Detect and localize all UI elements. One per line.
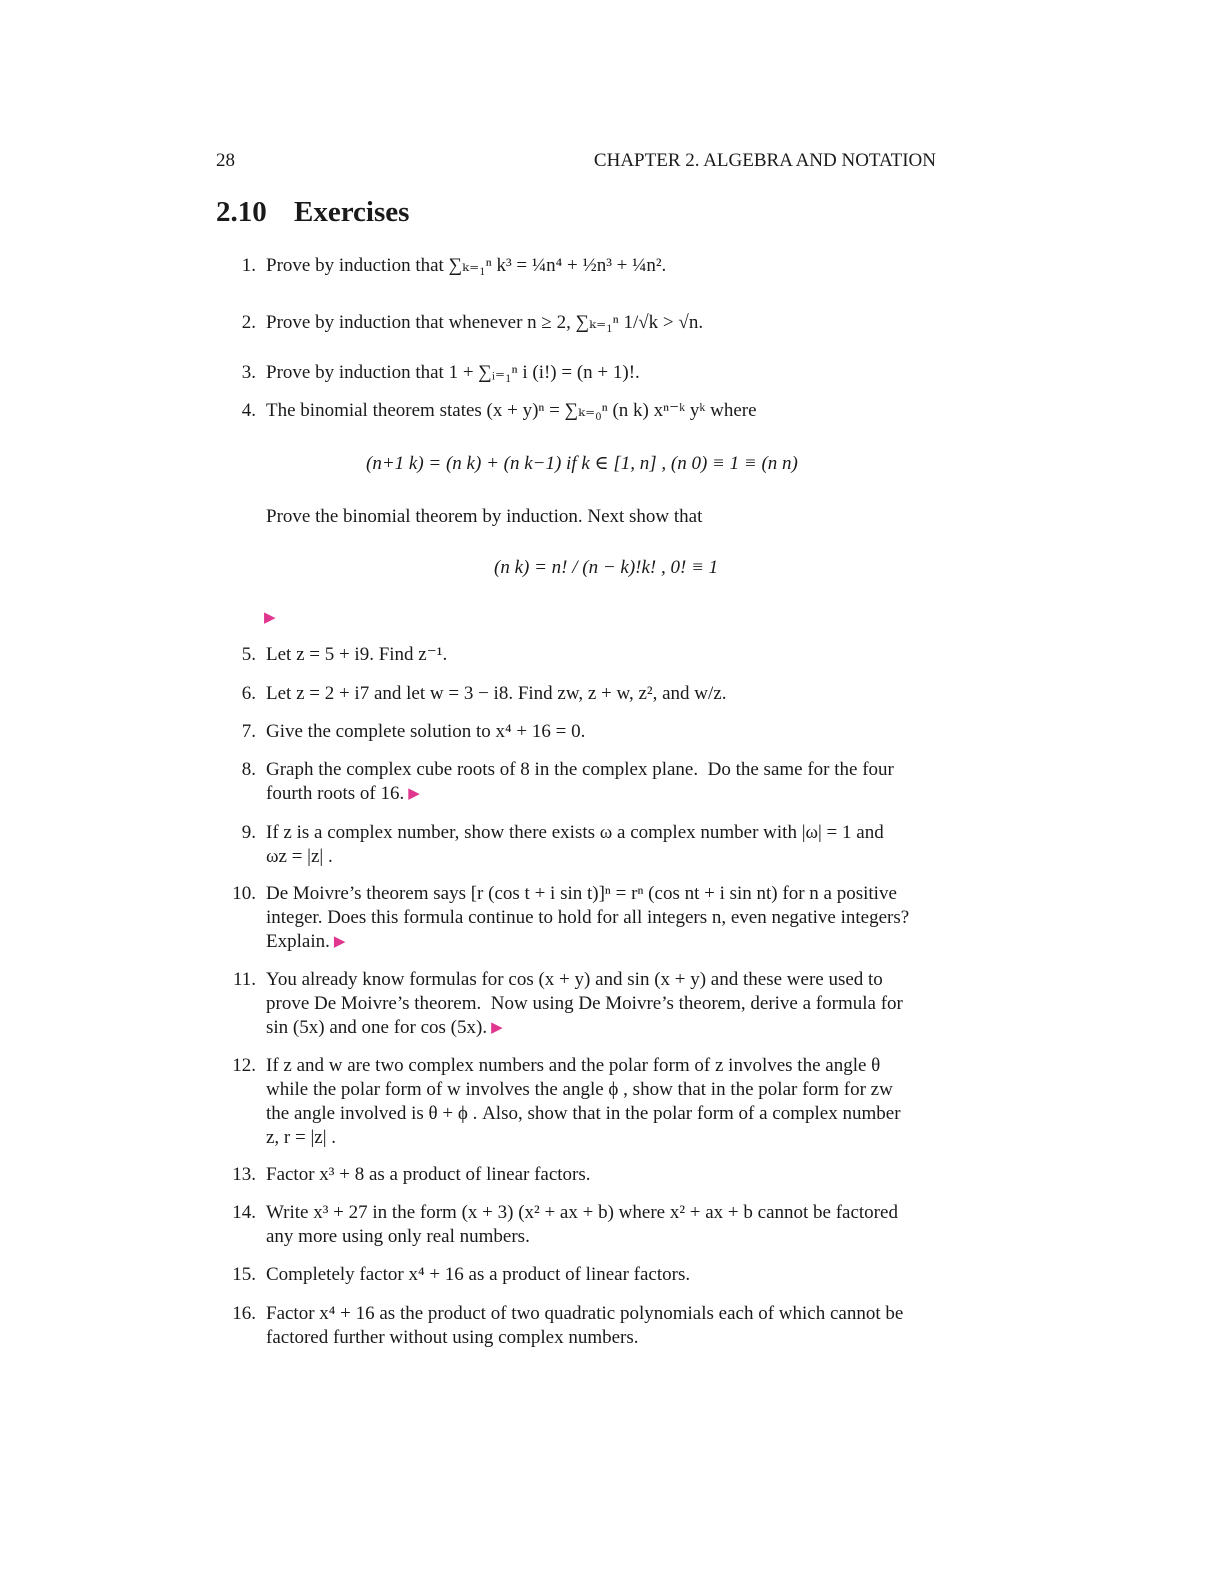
exercise-number: 4. — [241, 400, 256, 421]
exercise-text: Let z = 5 + i9. Find z⁻¹. — [266, 644, 448, 665]
exercise-number: 1. — [241, 255, 256, 276]
exercise-text: ωz = |z| . — [266, 846, 333, 867]
exercise-12 — [216, 1054, 936, 1150]
exercise-number: 10. — [232, 883, 256, 904]
exercise-text: Let z = 2 + i7 and let w = 3 − i8. Find zw, z + w, z², and w/z. — [266, 683, 727, 704]
exercise-text: prove De Moivre’s theorem. Now using De Moivre’s theorem, derive a formula for — [266, 993, 903, 1014]
exercise-number: 16. — [232, 1303, 256, 1324]
exercise-4 — [216, 399, 936, 423]
exercise-text: factored further without using complex numbers. — [266, 1327, 639, 1348]
exercise-11 — [216, 968, 936, 1040]
exercise-text: any more using only real numbers. — [266, 1226, 530, 1247]
exercise-text: Prove the binomial theorem by induction. Next show that — [266, 506, 703, 527]
exercise-text: Factor x⁴ + 16 as the product of two quadratic polynomials each of which cannot be — [266, 1303, 904, 1324]
exercise-4-continuation — [216, 505, 936, 529]
exercise-text: You already know formulas for cos (x + y) and sin (x + y) and these were used to — [266, 969, 883, 990]
exercise-number: 15. — [232, 1264, 256, 1285]
exercise-text: Factor x³ + 8 as a product of linear factors. — [266, 1164, 591, 1185]
exercise-text: Explain. — [266, 931, 330, 952]
exercise-text: fourth roots of 16. — [266, 783, 405, 804]
exercise-text: De Moivre’s theorem says [r (cos t + i sin t)]ⁿ = rⁿ (cos nt + i sin nt) for n a positive — [266, 883, 897, 904]
exercise-1 — [216, 254, 936, 278]
exercise-7 — [216, 720, 936, 744]
hint-arrow-icon[interactable]: ▶ — [264, 610, 276, 626]
exercise-8 — [216, 758, 936, 806]
section-title — [216, 196, 409, 229]
exercise-5 — [216, 643, 936, 667]
exercise-number: 5. — [241, 644, 256, 665]
hint-arrow-icon[interactable]: ▶ — [333, 934, 346, 950]
exercise-text: integer. Does this formula continue to hold for all integers n, even negative integers? — [266, 907, 910, 928]
hint-arrow-icon[interactable]: ▶ — [408, 786, 420, 802]
binomial-coefficient-formula: (n k) = n! / (n − k)!k! , 0! ≡ 1 — [494, 557, 719, 578]
exercise-number: 6. — [241, 683, 256, 704]
exercise-number: 3. — [241, 362, 256, 383]
exercise-number: 9. — [241, 822, 256, 843]
exercise-number: 2. — [241, 312, 256, 333]
page-number: 28 — [216, 150, 235, 171]
exercise-number: 8. — [241, 759, 256, 780]
section-name: Exercises — [294, 196, 410, 228]
exercise-number: 13. — [232, 1164, 256, 1185]
exercise-text: Prove by induction that 1 + ∑ᵢ₌₁ⁿ i (i!) = (n + 1)!. — [266, 362, 640, 383]
exercise-10 — [216, 882, 936, 954]
exercise-text: The binomial theorem states (x + y)ⁿ = ∑ₖ₌₀ⁿ (n k) xⁿ⁻ᵏ yᵏ where — [266, 400, 757, 421]
exercise-text: Completely factor x⁴ + 16 as a product of linear factors. — [266, 1264, 691, 1285]
exercise-text: If z and w are two complex numbers and the polar form of z involves the angle θ — [266, 1055, 881, 1076]
exercise-text: Prove by induction that ∑ₖ₌₁ⁿ k³ = ¼n⁴ + ½n³ + ¼n². — [266, 255, 667, 276]
chapter-title: CHAPTER 2. ALGEBRA AND NOTATION — [593, 150, 936, 171]
exercise-number: 7. — [241, 721, 256, 742]
exercise-number: 12. — [232, 1055, 256, 1076]
exercise-15 — [216, 1263, 936, 1287]
exercise-3 — [216, 361, 936, 385]
exercise-16 — [216, 1302, 936, 1350]
exercise-text: Write x³ + 27 in the form (x + 3) (x² + ax + b) where x² + ax + b cannot be factored — [266, 1202, 898, 1223]
exercise-text: sin (5x) and one for cos (5x). — [266, 1017, 488, 1038]
exercise-text: z, r = |z| . — [266, 1127, 337, 1148]
exercise-text: the angle involved is θ + ϕ . Also, show that in the polar form of a complex number — [266, 1103, 901, 1124]
binomial-recurrence-equation: (n+1 k) = (n k) + (n k−1) if k ∈ [1, n] , (n 0) ≡ 1 ≡ (n n) — [366, 453, 798, 474]
exercise-number: 14. — [232, 1202, 256, 1223]
exercise-text: Give the complete solution to x⁴ + 16 = 0. — [266, 721, 586, 742]
exercise-number: 11. — [232, 969, 256, 990]
exercise-text: Graph the complex cube roots of 8 in the complex plane. Do the same for the four — [266, 759, 894, 780]
exercise-text: If z is a complex number, show there exists ω a complex number with |ω| = 1 and — [266, 822, 884, 843]
exercise-9 — [216, 821, 936, 869]
exercise-6 — [216, 682, 936, 706]
exercise-text: while the polar form of w involves the angle ϕ , show that in the polar form for zw — [266, 1079, 893, 1100]
section-number: 2.10 — [216, 196, 267, 228]
hint-arrow-icon[interactable]: ▶ — [491, 1020, 503, 1036]
exercise-14 — [216, 1201, 936, 1249]
exercise-text: Prove by induction that whenever n ≥ 2, ∑ₖ₌₁ⁿ 1/√k > √n. — [266, 312, 704, 333]
exercise-13 — [216, 1163, 936, 1187]
exercise-2 — [216, 311, 936, 335]
